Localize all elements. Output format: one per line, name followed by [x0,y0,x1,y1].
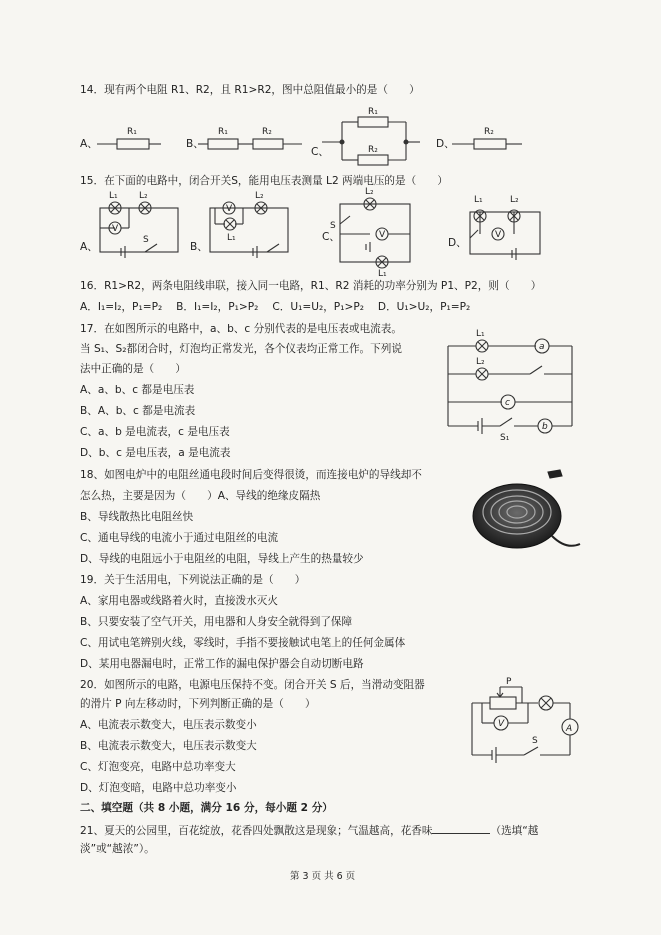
q19-option-d: D、某用电器漏电时，正常工作的漏电保护器会自动切断电路 [80,658,364,670]
q14-option-b: B、 [186,138,204,150]
q17-meter-c: c [505,398,510,408]
q20-label-p: P [506,677,512,687]
q14-circuit-a [95,120,165,155]
q15-c-voltmeter-label: V [379,230,386,240]
q17-option-b: B、A、b、c 都是电流表 [80,405,196,417]
q14-label-r1-b: R₁ [218,127,228,137]
q15-circuit-a [95,188,185,260]
q21-text-pre: 21、夏天的公园里，百花绽放，花香四处飘散这是现象；气温越高，花香味 [80,825,433,837]
q16-stem: 16．R1>R2，两条电阻线串联，接入同一电路，R1、R2 消耗的功率分别为 P1、P2，则（ ） [80,280,542,292]
q14-option-a: A、 [80,138,98,150]
q15-c-label-s: S [330,221,336,231]
q15-b-voltmeter-label: V [226,204,233,214]
q18-line1: 18、如图电炉中的电阻丝通电段时间后变得很烫，而连接电炉的导线却不 [80,469,422,481]
q20-option-d: D、灯泡变暗，电路中总功率变小 [80,782,237,794]
q21-text-post: （选填“越 [490,825,539,837]
q15-a-voltmeter-label: V [112,224,119,234]
q15-d-label-l2: L₂ [510,195,519,205]
q14-option-c: C、 [311,146,329,158]
q15-stem: 15．在下面的电路中，闭合开关S，能用电压表测量 L2 两端电压的是（ ） [80,175,448,187]
q17-meter-a: a [539,342,545,352]
q17-meter-b: b [542,422,548,432]
q17-label-l1: L₁ [476,329,485,339]
q14-label-r1: R₁ [127,127,137,137]
q14-circuit-c [322,108,422,163]
q15-a-label-s: S [143,235,149,245]
q18-line2: 怎么热，主要是因为（ ）A、导线的绝缘皮隔热 [80,490,321,502]
q20-circuit [462,675,587,767]
q14-label-r2-c: R₂ [368,145,378,155]
page-footer: 第 3 页 共 6 页 [290,871,356,882]
q17-option-c: C、a、b 是电流表，c 是电压表 [80,426,230,438]
q14-circuit-b [198,120,313,155]
q15-circuit-c [330,187,420,279]
q20-label-s: S [532,736,538,746]
section-2-heading: 二、填空题（共 8 小题，满分 16 分，每小题 2 分） [80,802,333,814]
q14-stem: 14．现有两个电阻 R1、R2，且 R1>R2，图中总阻值最小的是（ ） [80,84,420,96]
q18-option-b: B、导线散热比电阻丝快 [80,511,194,523]
q20-line1: 20．如图所示的电路，电源电压保持不变。闭合开关 S 后，当滑动变阻器 [80,679,425,691]
q15-option-b: B、 [190,241,208,253]
q15-a-label-l2: L₂ [139,191,148,201]
q17-option-d: D、b、c 是电压表，a 是电流表 [80,447,231,459]
q19-option-a: A、家用电器或线路着火时，直接泼水灭火 [80,595,278,607]
q15-b-label-l1: L₁ [227,233,236,243]
q19-option-c: C、用试电笔辨别火线，零线时，手指不要接触试电笔上的任何金属体 [80,637,406,649]
q16-options: A．I₁=I₂，P₁=P₂ B．I₁=I₂，P₁>P₂ C．U₁=U₂，P₁>P₂ D．U₁>U₂，P₁=P₂ [80,301,471,313]
q18-option-d: D、导线的电阻远小于电阻丝的电阻，导线上产生的热量较少 [80,553,364,565]
q17-line1: 17．在如图所示的电路中，a、b、c 分别代表的是电压表或电流表。 [80,323,402,335]
q18-option-c: C、通电导线的电流小于通过电阻丝的电流 [80,532,279,544]
q19-option-b: B、只要安装了空气开关，用电器和人身安全就得到了保障 [80,616,353,628]
q20-ammeter-label: A [566,724,573,734]
q14-circuit-d [450,120,525,155]
q17-line2: 当 S₁、S₂都闭合时，灯泡均正常发光，各个仪表均正常工作。下列说 [80,343,402,355]
q19-stem: 19．关于生活用电，下列说法正确的是（ ） [80,574,306,586]
q15-circuit-b [205,188,295,260]
q15-c-label-l1: L₁ [378,269,387,279]
q20-option-a: A、电流表示数变大，电压表示数变小 [80,719,257,731]
q15-circuit-d [460,188,550,263]
q17-option-a: A、a、b、c 都是电压表 [80,384,195,396]
q17-label-l2: L₂ [476,357,485,367]
q14-label-r1-c: R₁ [368,107,378,117]
q15-option-a: A、 [80,241,98,253]
q20-line2: 的滑片 P 向左移动时，下列判断正确的是（ ） [80,698,316,710]
q17-circuit [440,329,580,443]
q20-option-b: B、电流表示数变大，电压表示数变大 [80,740,257,752]
q20-voltmeter-label: V [498,719,505,729]
q21-answer-blank[interactable] [432,822,490,834]
q14-label-r2-d: R₂ [484,127,494,137]
electric-stove-image [462,466,582,561]
q15-b-label-l2: L₂ [255,191,264,201]
q14-option-d: D、 [436,138,455,150]
q21-line2: 淡”或“越浓”）。 [80,843,155,855]
q15-c-label-l2: L₂ [365,187,374,197]
q20-option-c: C、灯泡变亮，电路中总功率变大 [80,761,236,773]
q17-label-s1: S₁ [500,433,510,443]
q15-a-label-l1: L₁ [109,191,118,201]
q17-line3: 法中正确的是（ ） [80,363,186,375]
q14-label-r2-b: R₂ [262,127,272,137]
q15-d-label-l1: L₁ [474,195,483,205]
q15-d-voltmeter-label: V [495,230,502,240]
q21-line1 [80,822,538,838]
q15-option-d: D、 [448,237,467,249]
q15-option-c: C、 [322,231,340,243]
